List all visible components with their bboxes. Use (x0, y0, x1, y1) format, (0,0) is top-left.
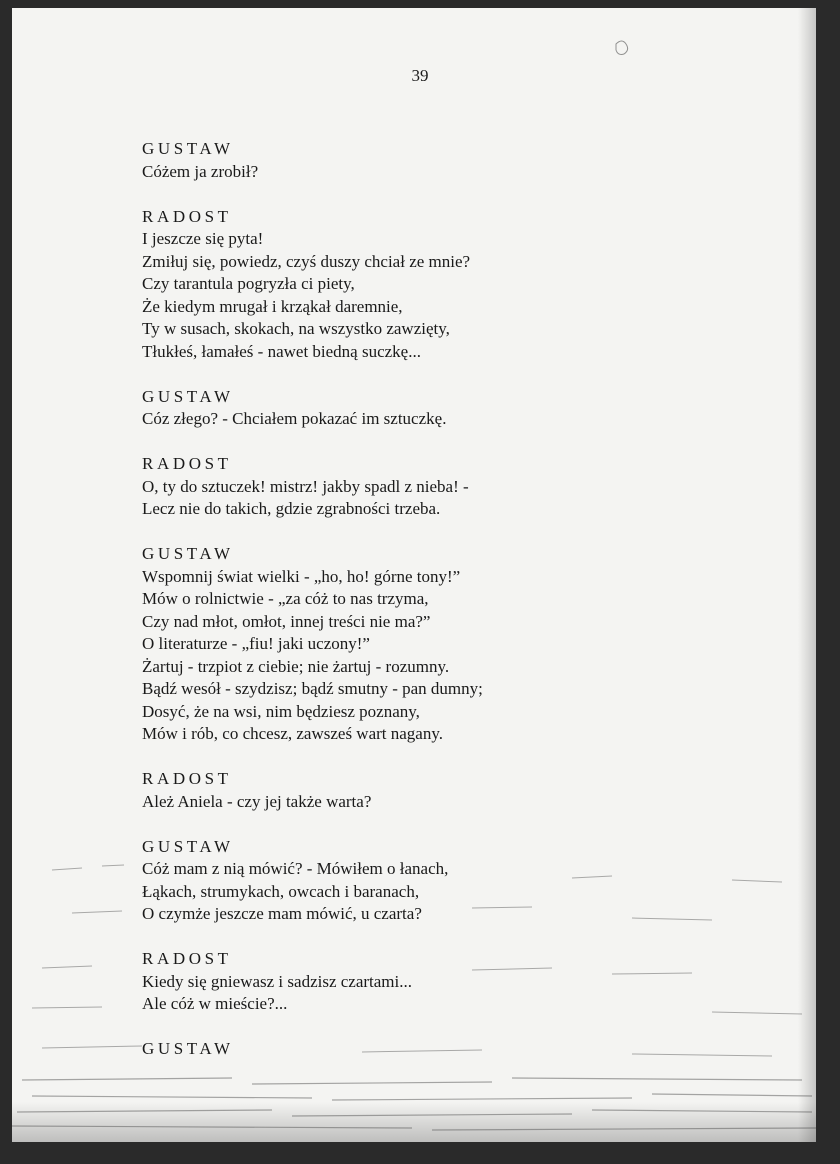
speech-block (142, 138, 742, 183)
verse-line: Że kiedym mrugał i krząkał daremnie, (142, 296, 403, 316)
page-number: 39 (411, 66, 429, 85)
speech-block (142, 836, 742, 926)
speech-block (142, 386, 742, 431)
verse-line: Cóz złego? - Chciałem pokazać im sztuczkę. (142, 409, 447, 428)
verse-line: Bądź wesół - szydzisz; bądź smutny - pan dumny; (142, 679, 483, 698)
verse-line: I jeszcze się pyta! (142, 229, 264, 248)
verse-line: Mów i rób, co chcesz, zawsześ wart nagany. (142, 724, 444, 743)
verse-line: Mów o rolnictwie - „za cóż to nas trzyma, (142, 589, 429, 608)
scan-right-shadow (798, 8, 816, 1142)
dialogue-text (142, 138, 742, 1083)
verse-line: Czy tarantula pogryzła ci piety, (142, 274, 355, 293)
speech-block (142, 948, 742, 1016)
verse-line: O literaturze - „fiu! jaki uczony!” (142, 634, 370, 653)
verse-line: Wspomnij świat wielki - „ho, ho! górne tony!” (142, 566, 461, 586)
speaker-name: GUSTAW (142, 836, 234, 856)
speech-block (142, 453, 742, 521)
speaker-name: GUSTAW (142, 386, 234, 406)
verse-line: Łąkach, strumykach, owcach i baranach, (142, 881, 420, 901)
verse-line: Dosyć, że na wsi, nim będziesz poznany, (142, 701, 420, 721)
speaker-name: RADOST (142, 769, 232, 788)
scanned-page (12, 8, 816, 1142)
speech-block (142, 768, 742, 813)
speaker-name: GUSTAW (142, 1039, 234, 1058)
verse-line: Cóżem ja zrobił? (142, 161, 259, 181)
speech-block (142, 206, 742, 364)
speaker-name: RADOST (142, 454, 232, 473)
speaker-name: GUSTAW (142, 544, 234, 563)
speech-block (142, 1038, 742, 1061)
verse-line: Tłukłeś, łamałeś - nawet biedną suczkę... (142, 341, 421, 361)
verse-line: O czymże jeszcze mam mówić, u czarta? (142, 904, 422, 923)
speaker-name: RADOST (142, 949, 232, 968)
verse-line: Żartuj - trzpiot z ciebie; nie żartuj - rozumny. (142, 656, 450, 676)
speaker-name: GUSTAW (142, 139, 234, 158)
verse-line: Czy nad młot, omłot, innej treści nie ma?” (142, 611, 431, 631)
speaker-name: RADOST (142, 206, 232, 226)
verse-line: Kiedy się gniewasz i sadzisz czartami... (142, 971, 413, 991)
verse-line: Ty w susach, skokach, na wszystko zawzięty, (142, 319, 450, 338)
verse-line: Zmiłuj się, powiedz, czyś duszy chciał ze mnie? (142, 251, 471, 271)
scan-bottom-shadow (12, 1102, 816, 1142)
verse-line: Ale cóż w mieście?... (142, 994, 288, 1013)
verse-line: Ależ Aniela - czy jej także warta? (142, 791, 372, 811)
verse-line: O, ty do sztuczek! mistrz! jakby spadl z nieba! - (142, 476, 469, 496)
verse-line: Cóż mam z nią mówić? - Mówiłem o łanach, (142, 859, 449, 878)
verse-line: Lecz nie do takich, gdzie zgrabności trzeba. (142, 499, 441, 518)
speech-block (142, 543, 742, 746)
